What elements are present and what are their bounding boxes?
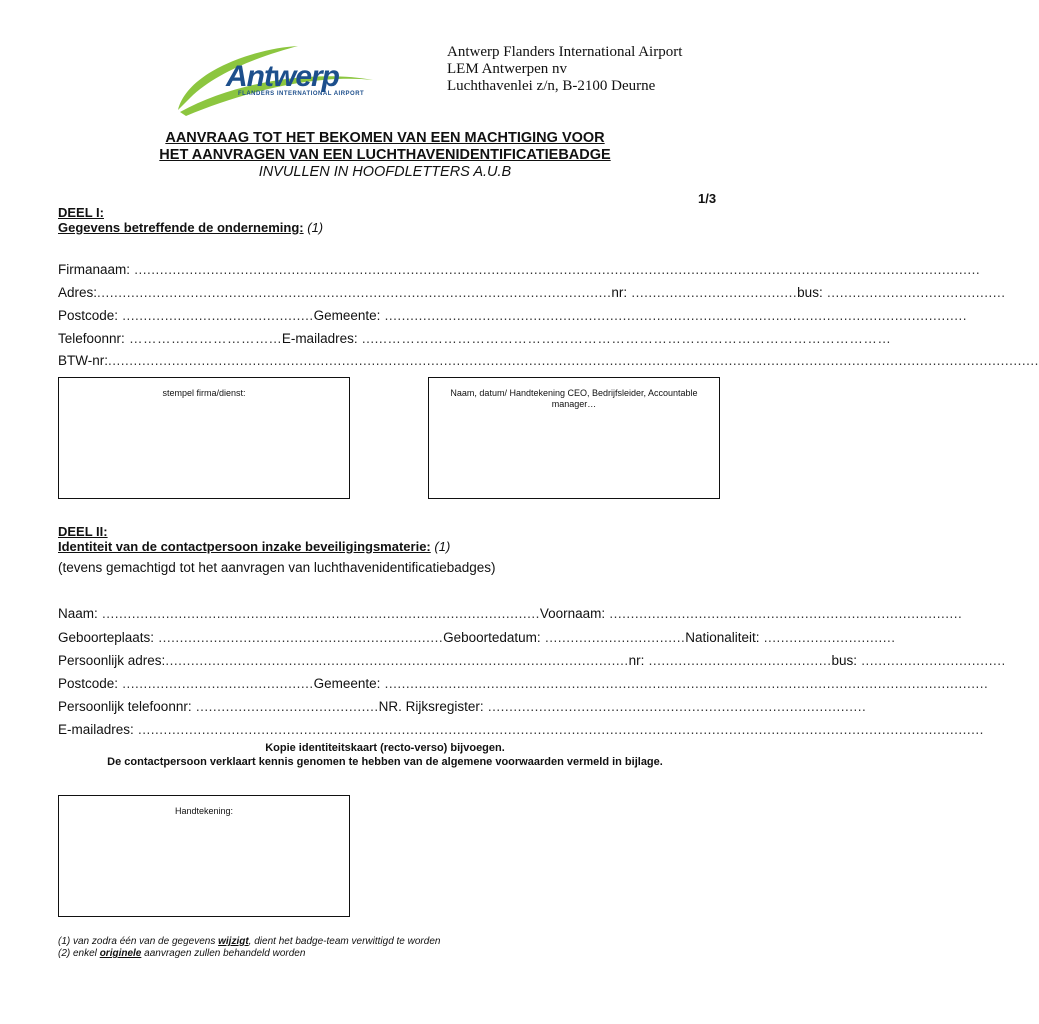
stamp-box[interactable] (58, 377, 350, 499)
terms-notice: De contactpersoon verklaart kennis genomen te hebben van de algemene voorwaarden vermeld in bijlage. (107, 756, 663, 768)
part2-gemeente-label: Gemeente: (313, 676, 381, 691)
postcode-fill-line[interactable]: ............................................. (118, 308, 314, 323)
telefoon-label: Telefoonnr: (58, 331, 125, 346)
part2-gemeente-fill-line[interactable]: .............................................................................................................................................. (380, 676, 989, 691)
part2-subtitle: Identiteit van de contactpersoon inzake beveiligingsmaterie: (58, 539, 431, 554)
stamp-box-label: stempel firma/dienst: (162, 388, 246, 398)
btw-label: BTW-nr: (58, 353, 108, 368)
part2-postcode-row (58, 676, 989, 692)
postcode-row (58, 308, 967, 324)
contact-signature-label: Handtekening: (174, 806, 234, 816)
part2-postcode-label: Postcode: (58, 676, 119, 691)
part1-note: (1) (307, 220, 324, 235)
part2-title: DEEL II: (58, 524, 108, 539)
rijksregister-fill-line[interactable]: ......................................................................................... (483, 699, 867, 714)
footnote-1-post: , dient het badge-team verwittigd te worden (248, 936, 441, 947)
footnote-2-pre: (2) enkel (58, 948, 100, 959)
geboortedatum-label: Geboortedatum: (443, 630, 541, 645)
form-heading (0, 130, 770, 181)
email-label: E-mailadres: (281, 331, 358, 346)
nationaliteit-label: Nationaliteit: (685, 630, 760, 645)
naam-label: Naam: (58, 606, 98, 621)
address-line-2: LEM Antwerpen nv (447, 61, 567, 77)
rijksregister-label: NR. Rijksregister: (378, 699, 484, 714)
bus-label: bus: (797, 285, 823, 300)
firmanaam-field[interactable] (58, 262, 981, 278)
btw-row (58, 353, 1039, 369)
bus-fill-line[interactable]: .......................................... (822, 285, 1006, 300)
address-line-3: Luchthavenlei z/n, B-2100 Deurne (447, 78, 656, 94)
footnote-1 (58, 936, 440, 948)
voornaam-fill-line[interactable]: ................................................................................... (605, 606, 963, 621)
geboorteplaats-fill-line[interactable]: ................................................................... (154, 630, 444, 645)
telefoon-row (58, 331, 892, 347)
part2-remark-text: (tevens gemachtigd tot het aanvragen van luchthavenidentificatiebadges) (58, 560, 496, 575)
contact-signature-box[interactable] (58, 795, 350, 917)
firmanaam-label: Firmanaam: (58, 262, 131, 277)
adres-fill-line[interactable]: ......................................................................................................................... (97, 285, 612, 300)
gemeente-label: Gemeente: (313, 308, 381, 323)
nr-label: nr: (611, 285, 628, 300)
part2-heading (58, 524, 450, 554)
nationaliteit-fill-line[interactable]: ............................... (759, 630, 896, 645)
persoonlijk-adres-row (58, 653, 1006, 669)
footnote-2-post: aanvragen zullen behandeld worden (141, 948, 306, 959)
adres-row (58, 285, 1006, 301)
part1-title: DEEL I: (58, 205, 104, 220)
footnote-2 (58, 948, 305, 960)
id-copy-notice: Kopie identiteitskaart (recto-verso) bijvoegen. (265, 742, 505, 754)
heading-line-1: AANVRAAG TOT HET BEKOMEN VAN EEN MACHTIGING VOOR (165, 130, 605, 146)
part2-note: (1) (434, 539, 451, 554)
part2-email-label: E-mailadres: (58, 722, 134, 737)
persoonlijk-bus-label: bus: (831, 653, 857, 668)
airport-address (447, 44, 682, 95)
part2-remark (58, 560, 718, 576)
address-line-1: Antwerp Flanders International Airport (447, 44, 683, 60)
postcode-label: Postcode: (58, 308, 119, 323)
persoonlijk-nr-label: nr: (628, 653, 645, 668)
persoonlijk-bus-fill-line[interactable]: .................................. (857, 653, 1006, 668)
part1-subtitle: Gegevens betreffende de onderneming: (58, 220, 304, 235)
footnote-1-pre: (1) van zodra één van de gegevens (58, 936, 219, 947)
nr-fill-line[interactable]: ....................................... (627, 285, 798, 300)
ceo-signature-box[interactable] (428, 377, 720, 499)
naam-row (58, 606, 963, 622)
btw-fill-line[interactable]: ........................................................................................................................................................................................................................... (108, 353, 1039, 368)
ceo-signature-label: Naam, datum/ Handtekening CEO, Bedrijfsleider, Accountable manager… (450, 388, 698, 409)
naam-fill-line[interactable]: ....................................................................................................... (97, 606, 540, 621)
part1-heading (58, 205, 323, 235)
voornaam-label: Voornaam: (539, 606, 606, 621)
part2-postcode-fill-line[interactable]: ............................................. (118, 676, 314, 691)
logo-wordmark: Antwerp (226, 60, 339, 93)
part2-email-fill-line[interactable]: ....................................................................................................................................................................................................... (133, 722, 984, 737)
logo-subtitle: FLANDERS INTERNATIONAL AIRPORT (238, 91, 365, 97)
geboorteplaats-label: Geboorteplaats: (58, 630, 155, 645)
heading-line-2: HET AANVRAGEN VAN EEN LUCHTHAVENIDENTIFICATIEBADGE (159, 147, 611, 163)
persoonlijk-telefoon-fill-line[interactable]: ........................................... (191, 699, 379, 714)
persoonlijk-adres-fill-line[interactable]: ............................................................................................................. (165, 653, 629, 668)
persoonlijk-adres-label: Persoonlijk adres: (58, 653, 166, 668)
footnote-2-emphasis: originele (99, 948, 142, 959)
heading-instruction: INVULLEN IN HOOFDLETTERS A.U.B (258, 164, 512, 180)
email-fill-line[interactable]: ......……………………………………………………………………………………………… (357, 331, 892, 346)
antwerp-airport-logo (168, 40, 383, 120)
persoonlijk-telefoon-label: Persoonlijk telefoonnr: (58, 699, 192, 714)
firmanaam-fill-line[interactable]: ....................................................................................................................................................................................................... (130, 262, 981, 277)
geboorte-row (58, 630, 896, 646)
gemeente-fill-line[interactable]: ......................................................................................................................................... (380, 308, 967, 323)
page-number: 1/3 (698, 191, 717, 206)
adres-label: Adres: (58, 285, 98, 300)
footnote-1-emphasis: wijzigt (218, 936, 249, 947)
telefoon-fill-line[interactable]: …………………………... (124, 331, 282, 346)
persoonlijk-nr-fill-line[interactable]: ........................................... (644, 653, 832, 668)
telefoon-rijksregister-row (58, 699, 867, 715)
part2-email-row (58, 722, 984, 738)
geboortedatum-fill-line[interactable]: ................................. (540, 630, 686, 645)
